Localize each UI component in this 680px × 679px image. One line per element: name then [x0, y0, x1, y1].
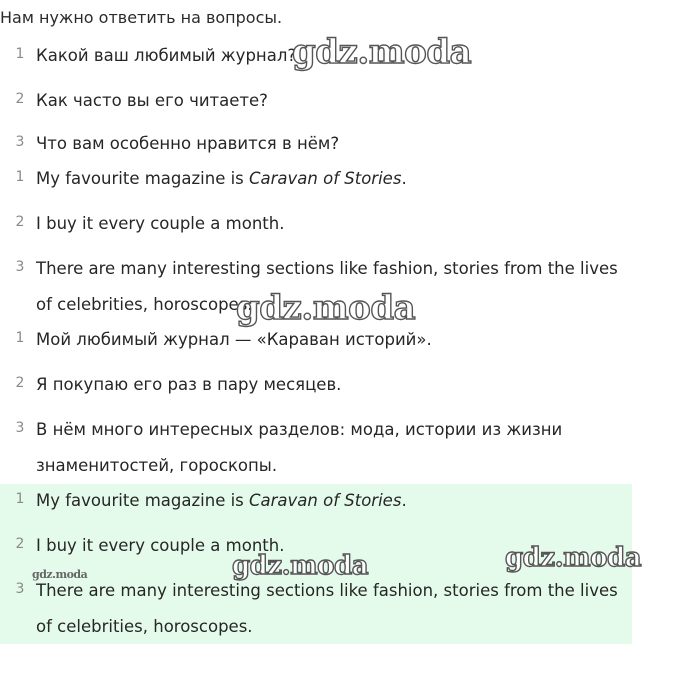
watermark: gdz.moda: [32, 568, 88, 581]
question-text: Как часто вы его читаете?: [36, 91, 268, 110]
magazine-title: Caravan of Stories: [249, 169, 402, 188]
item-number: 3: [15, 420, 25, 436]
answer-text: Я покупаю его раз в пару месяцев.: [36, 375, 342, 394]
answer-text: My favourite magazine is Caravan of Stories.: [36, 491, 407, 510]
watermark: gdz.moda: [236, 288, 416, 328]
intro-text: Нам нужно ответить на вопросы.: [0, 8, 283, 27]
watermark: gdz.moda: [505, 543, 642, 573]
answer-text: В нём много интересных разделов: мода, истории из жизни знаменитостей, гороскопы.: [36, 420, 563, 475]
item-number: 1: [15, 169, 25, 185]
item-number: 3: [15, 259, 25, 275]
answer-text: My favourite magazine is Caravan of Stories.: [36, 169, 407, 188]
answer-text: I buy it every couple a month.: [36, 536, 285, 555]
answer-text: Мой любимый журнал — «Караван историй».: [36, 330, 432, 349]
question-text: Что вам особенно нравится в нём?: [36, 134, 340, 153]
watermark: gdz.moda: [292, 32, 472, 72]
item-number: 2: [15, 91, 25, 107]
item-number: 2: [15, 214, 25, 230]
item-number: 3: [15, 581, 25, 597]
magazine-title: Caravan of Stories: [249, 491, 402, 510]
watermark: gdz.moda: [232, 551, 369, 581]
answer-text: There are many interesting sections like fashion, stories from the lives of celebrities, horoscopes.: [36, 259, 618, 314]
question-text: Какой ваш любимый журнал?: [36, 46, 297, 65]
item-number: 1: [15, 46, 25, 62]
item-number: 1: [15, 491, 25, 507]
item-number: 3: [15, 134, 25, 150]
answer-text: There are many interesting sections like fashion, stories from the lives of celebrities, horoscopes.: [36, 581, 618, 636]
item-number: 1: [15, 330, 25, 346]
item-number: 2: [15, 536, 25, 552]
item-number: 2: [15, 375, 25, 391]
answer-text: I buy it every couple a month.: [36, 214, 285, 233]
